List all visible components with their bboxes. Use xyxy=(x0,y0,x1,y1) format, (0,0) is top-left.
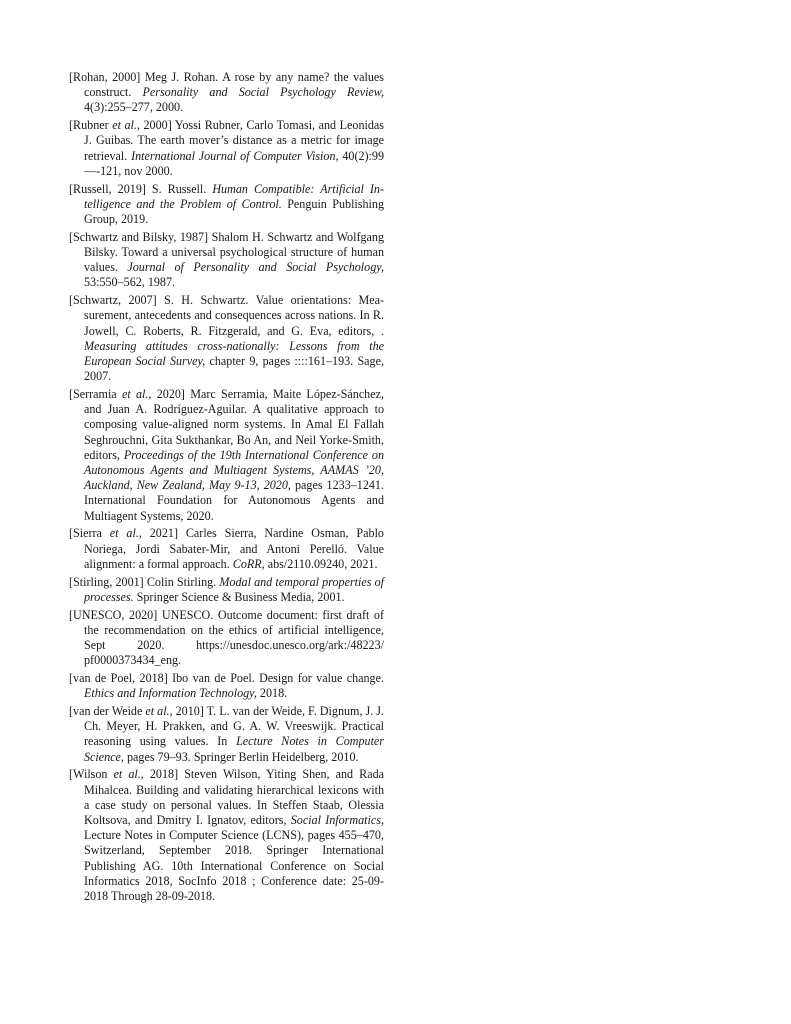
citation-key: [Stirling, 2001] xyxy=(69,574,144,589)
reference-details: 2018. xyxy=(259,686,288,701)
citation-key: [Rohan, 2000] xyxy=(69,70,141,84)
reference-text: S. H. Schwartz. Value orientations: Measurement, antecedents and consequences across nations. In R. Jowell, C. Roberts, R. Fitzgerald, and G. Eva, editors, . xyxy=(84,293,384,338)
reference-text: Marc Serramia, Maite López-Sánchez, and Juan A. Rodríguez-Aguilar. A qualitative approach to composing value-aligned norm systems. In Amal El Fallah Seghrouchni, Gita Sukthankar, Bo An, and Neil Yorke-Smith, editors, xyxy=(84,387,384,462)
reference-entry xyxy=(69,704,384,765)
reference-entry xyxy=(69,575,384,605)
reference-details: 4(3):255–277, 2000. xyxy=(84,100,184,115)
reference-text: Colin Stirling. xyxy=(146,574,217,589)
reference-details: Penguin Publishing Group, 2019. xyxy=(84,196,384,227)
reference-entry xyxy=(69,118,384,179)
reference-venue: Measuring attitudes cross-nationally: Lessons from the European Social Survey, xyxy=(84,338,384,369)
citation-key: [Russell, 2019] xyxy=(69,181,146,196)
reference-venue: CoRR, xyxy=(232,556,265,571)
reference-venue: Journal of Personality and Social Psychology, xyxy=(127,260,384,275)
reference-entry xyxy=(69,767,384,904)
reference-text: Steven Wilson, Yiting Shen, and Rada Mihalcea. Building and validating hierarchical lexicons with a case study on personal values. In Steffen Staab, Olessia Koltsova, and Dmitry I. Ignatov, editors, xyxy=(84,767,385,828)
citation-key: [Wilson et al., 2018] xyxy=(69,767,179,782)
reference-details: Lecture Notes in Computer Science (LCNS), pages 455–470, Switzerland, September 2018. Springer International Publishing AG. 10th International Conference on Social Informatics 2018, SocInfo 2018 ; Conference date: 25-09-2018 Through 28-09-2018. xyxy=(84,828,384,904)
reference-entry xyxy=(69,182,384,228)
reference-venue: Lecture Notes in Computer Science, xyxy=(84,734,384,764)
reference-details: 53:550–562, 1987. xyxy=(84,275,176,290)
citation-key: [UNESCO, 2020] xyxy=(69,607,158,622)
reference-venue: Human Compatible: Artificial Intelligence and the Problem of Control. xyxy=(84,181,384,211)
reference-text: Ibo van de Poel. Design for value change. xyxy=(172,671,384,686)
reference-venue: Personality and Social Psychology Review, xyxy=(142,85,384,100)
reference-entry xyxy=(69,293,384,384)
reference-text: Meg J. Rohan. A rose by any name? the values construct. xyxy=(84,70,384,100)
reference-entry xyxy=(69,671,384,701)
reference-venue: International Journal of Computer Vision, xyxy=(131,148,339,163)
citation-key: [van der Weide et al., 2010] xyxy=(69,704,204,719)
citation-key: [Serramia et al., 2020] xyxy=(69,387,185,402)
reference-entry xyxy=(69,526,384,572)
reference-text: UNESCO. Outcome document: first draft of the recommendation on the ethics of artificial intelligence, Sept 2020. https://unesdoc.unesco.org/ark:/48223/ pf0000373434_eng. xyxy=(84,607,385,668)
reference-entry xyxy=(69,608,384,669)
citation-key: [Schwartz, 2007] xyxy=(69,293,157,308)
citation-key: [van de Poel, 2018] xyxy=(69,671,168,686)
reference-entry xyxy=(69,230,384,291)
reference-venue: Proceedings of the 19th International Conference on Autonomous Agents and Multiagent Systems, AAMAS ’20, Auckland, New Zealand, May 9-13, 2020, xyxy=(84,447,384,493)
reference-text: Yossi Rubner, Carlo Tomasi, and Leonidas J. Guibas. The earth mover’s distance as a metric for image retrieval. xyxy=(84,118,384,163)
citation-key: [Sierra et al., 2021] xyxy=(69,526,178,541)
reference-list xyxy=(69,70,384,907)
citation-key: [Rubner et al., 2000] xyxy=(69,118,172,133)
reference-details: abs/2110.09240, 2021. xyxy=(267,556,378,571)
reference-text: Shalom H. Schwartz and Wolfgang Bilsky. Toward a universal psychological structure of human values. xyxy=(84,229,384,275)
reference-venue: Modal and temporal properties of processes. xyxy=(84,574,385,604)
reference-entry xyxy=(69,70,384,116)
reference-venue: Social Informatics, xyxy=(290,813,384,828)
reference-text: Carles Sierra, Nardine Osman, Pablo Noriega, Jordi Sabater-Mir, and Antoni Perelló. Value alignment: a formal approach. xyxy=(84,526,384,571)
reference-entry xyxy=(69,387,384,524)
citation-key: [Schwartz and Bilsky, 1987] xyxy=(69,229,209,244)
reference-details: chapter 9, pages ::::161–193. Sage, 2007. xyxy=(84,354,384,384)
reference-details: 40(2):99—-121, nov 2000. xyxy=(84,148,384,178)
reference-text: S. Russell. xyxy=(151,181,207,196)
reference-details: pages 79–93. Springer Berlin Heidelberg, 2010. xyxy=(126,749,359,764)
reference-details: Springer Science & Business Media, 2001. xyxy=(136,589,345,604)
reference-details: pages 1233–1241. International Foundation for Autonomous Agents and Multiagent Systems, 2020. xyxy=(84,478,385,523)
reference-text: T. L. van der Weide, F. Dignum, J. J. Ch. Meyer, H. Prakken, and G. A. W. Vreeswijk. Practical reasoning using values. In xyxy=(84,704,384,749)
reference-venue: Ethics and Information Technology, xyxy=(84,686,257,701)
